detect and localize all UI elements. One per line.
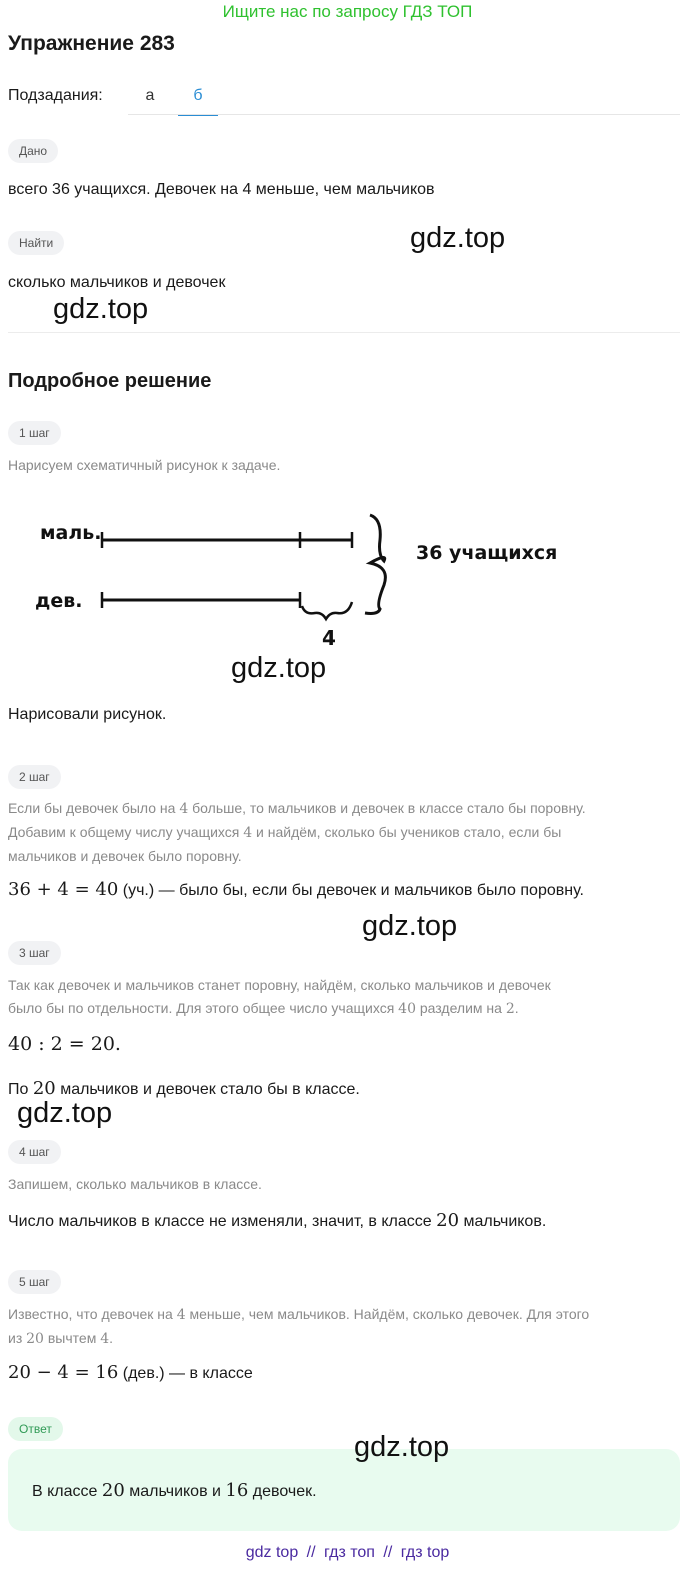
step-chip-label: 1 шаг <box>8 421 61 445</box>
step-1-chip <box>8 421 61 445</box>
footer-link-1[interactable]: gdz top <box>245 1544 299 1561</box>
watermark: gdz.top <box>354 1431 450 1463</box>
watermark: gdz.top <box>231 652 327 684</box>
step-1-result: Нарисовали рисунок. <box>8 706 167 723</box>
total-brace <box>365 515 385 614</box>
section-divider <box>8 332 680 333</box>
given-chip <box>8 139 58 163</box>
footer-link-2[interactable]: гдз топ <box>324 1544 375 1561</box>
step-5-math: 20 − 4 = 16 (дев.) — в классе <box>8 1362 253 1383</box>
given-chip-label: Дано <box>8 139 58 163</box>
step-chip-label: 5 шаг <box>8 1270 61 1294</box>
footer-link-3[interactable]: гдз top <box>400 1544 450 1561</box>
step-3-chip <box>8 941 61 965</box>
subtask-tab-a[interactable]: а <box>145 87 155 104</box>
step-2-math: 36 + 4 = 40 (уч.) — было бы, если бы девочек и мальчиков было поровну. <box>8 879 584 900</box>
total-label: 36 учащихся <box>416 542 558 564</box>
step-2-chip <box>8 765 61 789</box>
scheme-diagram <box>30 505 570 650</box>
step-chip-label: 2 шаг <box>8 765 61 789</box>
answer-text: В классе 20 мальчиков и 16 девочек. <box>32 1480 317 1501</box>
given-text: всего 36 учащихся. Девочек на 4 меньше, чем мальчиков <box>8 181 435 198</box>
step-5-chip <box>8 1270 61 1294</box>
boys-label: маль. <box>40 522 102 544</box>
step-5-hint: Известно, что девочек на 4 меньше, чем мальчиков. Найдём, сколько девочек. Для этого из 20 вычтем 4. <box>8 1306 590 1347</box>
page-title: Упражнение 283 <box>8 32 175 55</box>
step-chip-label: 4 шаг <box>8 1140 61 1164</box>
find-text: сколько мальчиков и девочек <box>8 274 226 291</box>
subtasks-label: Подзадания: <box>8 87 103 104</box>
step-4-hint: Запишем, сколько мальчиков в классе. <box>8 1176 262 1192</box>
watermark: gdz.top <box>410 222 506 254</box>
find-chip <box>8 231 64 255</box>
step-chip-label: 3 шаг <box>8 941 61 965</box>
step-4-chip <box>8 1140 61 1164</box>
step-3-result: По 20 мальчиков и девочек стало бы в классе. <box>8 1078 360 1099</box>
find-chip-label: Найти <box>8 231 64 255</box>
answer-chip-label: Ответ <box>8 1417 63 1441</box>
watermark: gdz.top <box>53 293 149 325</box>
girls-label: дев. <box>35 590 83 612</box>
answer-chip <box>8 1417 63 1441</box>
watermark: gdz.top <box>17 1097 113 1129</box>
step-3-hint: Так как девочек и мальчиков станет поровну, найдём, сколько мальчиков и девочек было бы по отдельности. Для этого общее число учащихся 40 разделим на 2. <box>8 977 551 1017</box>
step-2-hint: Если бы девочек было на 4 больше, то мальчиков и девочек в классе стало бы поровну. Добавим к общему числу учащихся 4 и найдём, сколько бы учеников стало, если бы мальчиков и девочек было поровну. <box>8 800 586 864</box>
footer-links <box>0 1544 695 1562</box>
top-banner[interactable]: Ищите нас по запросу ГДЗ ТОП <box>222 2 473 21</box>
diff-brace <box>302 602 352 619</box>
subtabs-divider <box>128 114 680 115</box>
step-4-result: Число мальчиков в классе не изменяли, значит, в классе 20 мальчиков. <box>8 1210 547 1231</box>
footer-separator: // <box>383 1544 393 1561</box>
diff-label: 4 <box>322 626 336 650</box>
watermark: gdz.top <box>362 910 458 942</box>
footer-separator: // <box>306 1544 316 1561</box>
step-3-math: 40 : 2 = 20. <box>8 1033 121 1055</box>
solution-title: Подробное решение <box>8 370 212 392</box>
subtask-tab-b[interactable]: б <box>178 87 218 116</box>
step-1-hint: Нарисуем схематичный рисунок к задаче. <box>8 457 281 473</box>
